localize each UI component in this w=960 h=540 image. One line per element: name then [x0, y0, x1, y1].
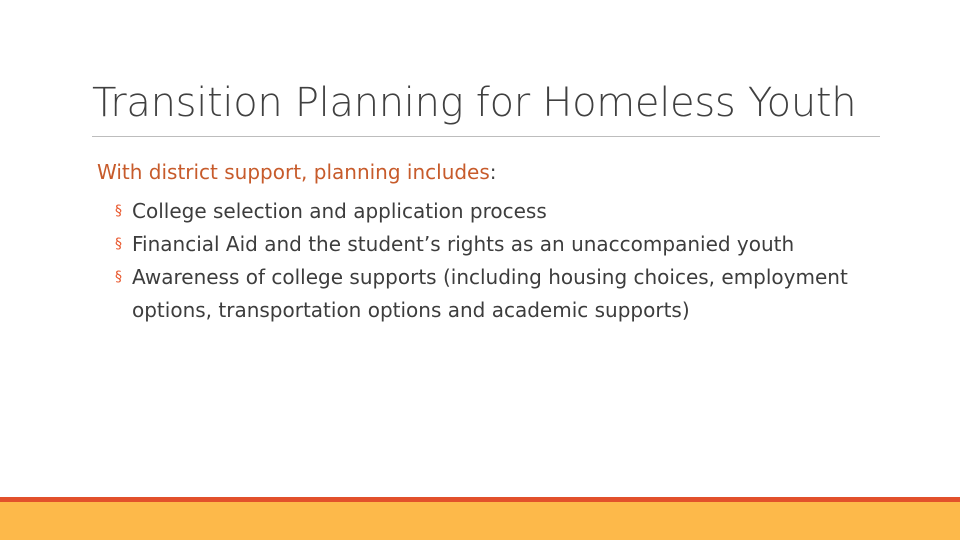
- bullet-item: [115, 195, 885, 228]
- bullet-marker-icon: §: [115, 203, 122, 219]
- lead-colon: :: [489, 160, 497, 184]
- bullet-list: [115, 195, 885, 327]
- bullet-text: College selection and application process: [132, 199, 547, 223]
- bullet-text: Financial Aid and the student’s rights as an unaccompanied youth: [132, 232, 795, 256]
- bullet-item: [115, 228, 885, 261]
- bullet-marker-icon: §: [115, 236, 122, 252]
- slide-title: Transition Planning for Homeless Youth: [92, 80, 857, 126]
- lead-text: [97, 160, 497, 184]
- lead-text-label: With district support, planning includes: [97, 160, 490, 184]
- footer-band: [0, 502, 960, 540]
- bullet-item: [115, 261, 885, 327]
- bullet-marker-icon: §: [115, 269, 122, 285]
- bullet-text: Awareness of college supports (including housing choices, employment options, transportation options and academic supports): [132, 265, 848, 322]
- title-divider: [92, 136, 880, 137]
